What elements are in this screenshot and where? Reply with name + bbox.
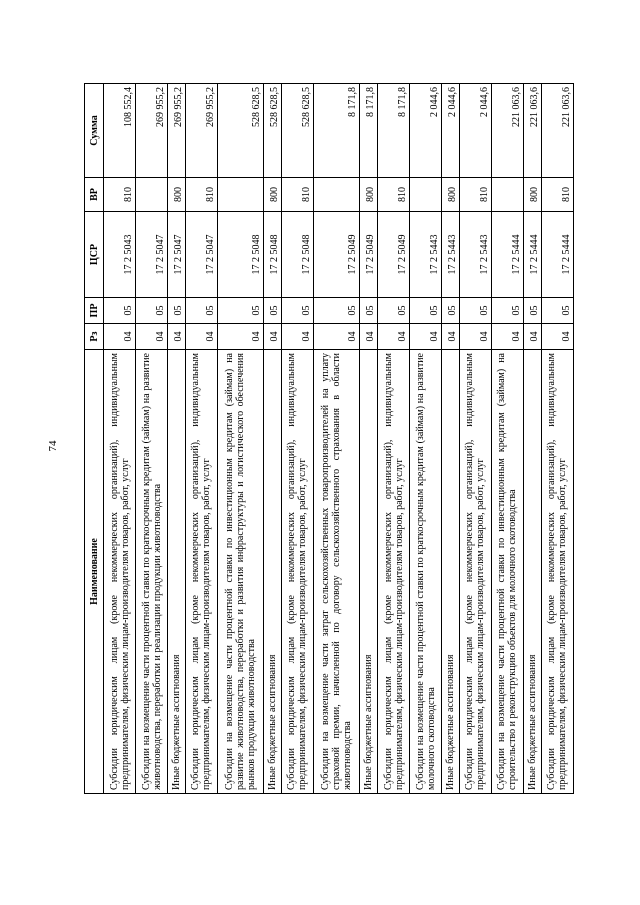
rotated-table-wrapper (84, 84, 574, 794)
table-row (491, 84, 523, 794)
cell-vr: 810 (104, 178, 136, 212)
cell-pr: 05 (217, 298, 263, 324)
table-row (136, 84, 168, 794)
cell-sum: 221 063,6 (541, 84, 573, 178)
table-row (541, 84, 573, 794)
cell-sum: 221 063,6 (524, 84, 542, 178)
cell-name: Иные бюджетные ассигнования (360, 350, 378, 794)
table-row (314, 84, 360, 794)
cell-vr (491, 178, 523, 212)
cell-pr: 05 (104, 298, 136, 324)
header-vr: ВР (85, 178, 104, 212)
cell-rz: 04 (410, 324, 442, 350)
cell-csr: 17 2 5049 (314, 212, 360, 298)
cell-csr: 17 2 5048 (217, 212, 263, 298)
cell-name: Субсидии юридическим лицам (кроме некоммерческих организаций), индивидуальным предпринимателям, физическим лицам-производителям товаров, работ, услуг (281, 350, 313, 794)
header-name: Наименование (85, 350, 104, 794)
cell-pr: 05 (185, 298, 217, 324)
cell-pr: 05 (281, 298, 313, 324)
cell-rz: 04 (360, 324, 378, 350)
cell-pr: 05 (442, 298, 460, 324)
cell-rz: 04 (168, 324, 186, 350)
cell-csr: 17 2 5443 (410, 212, 442, 298)
cell-name: Субсидии юридическим лицам (кроме некоммерческих организаций), индивидуальным предпринимателям, физическим лицам-производителям товаров, работ, услуг (459, 350, 491, 794)
cell-pr: 05 (491, 298, 523, 324)
cell-sum: 269 955,2 (168, 84, 186, 178)
cell-name: Иные бюджетные ассигнования (524, 350, 542, 794)
cell-csr: 17 2 5443 (459, 212, 491, 298)
table-row (104, 84, 136, 794)
cell-csr: 17 2 5048 (281, 212, 313, 298)
cell-name: Субсидии юридическим лицам (кроме некоммерческих организаций), индивидуальным предпринимателям, физическим лицам-производителям товаров, работ, услуг (378, 350, 410, 794)
cell-csr: 17 2 5444 (541, 212, 573, 298)
cell-sum: 221 063,6 (491, 84, 523, 178)
table-row (185, 84, 217, 794)
cell-sum: 2 044,6 (442, 84, 460, 178)
cell-rz: 04 (136, 324, 168, 350)
cell-pr: 05 (264, 298, 282, 324)
cell-pr: 05 (136, 298, 168, 324)
table-row (378, 84, 410, 794)
cell-pr: 05 (360, 298, 378, 324)
cell-sum: 2 044,6 (410, 84, 442, 178)
cell-sum: 528 628,5 (217, 84, 263, 178)
cell-vr: 800 (360, 178, 378, 212)
cell-sum: 528 628,5 (281, 84, 313, 178)
table-row (264, 84, 282, 794)
cell-rz: 04 (264, 324, 282, 350)
cell-csr: 17 2 5047 (185, 212, 217, 298)
table-row (459, 84, 491, 794)
cell-csr: 17 2 5047 (168, 212, 186, 298)
cell-rz: 04 (459, 324, 491, 350)
cell-vr: 810 (281, 178, 313, 212)
cell-name: Иные бюджетные ассигнования (264, 350, 282, 794)
header-csr: ЦСР (85, 212, 104, 298)
cell-vr: 800 (168, 178, 186, 212)
cell-pr: 05 (459, 298, 491, 324)
cell-sum: 269 955,2 (185, 84, 217, 178)
cell-name: Иные бюджетные ассигнования (442, 350, 460, 794)
cell-vr: 800 (442, 178, 460, 212)
cell-vr: 810 (378, 178, 410, 212)
header-pr: ПР (85, 298, 104, 324)
cell-csr: 17 2 5444 (524, 212, 542, 298)
cell-csr: 17 2 5444 (491, 212, 523, 298)
table-row (410, 84, 442, 794)
cell-sum: 8 171,8 (314, 84, 360, 178)
cell-pr: 05 (541, 298, 573, 324)
cell-sum: 8 171,8 (378, 84, 410, 178)
cell-sum: 8 171,8 (360, 84, 378, 178)
cell-sum: 528 628,5 (264, 84, 282, 178)
header-rz: Рз (85, 324, 104, 350)
cell-csr: 17 2 5049 (360, 212, 378, 298)
cell-name: Субсидии юридическим лицам (кроме некоммерческих организаций), индивидуальным предпринимателям, физическим лицам-производителям товаров, работ, услуг (185, 350, 217, 794)
cell-vr (136, 178, 168, 212)
cell-name: Субсидии юридическим лицам (кроме некоммерческих организаций), индивидуальным предпринимателям, физическим лицам-производителям товаров, работ, услуг (104, 350, 136, 794)
cell-vr: 800 (264, 178, 282, 212)
cell-csr: 17 2 5048 (264, 212, 282, 298)
cell-vr (217, 178, 263, 212)
cell-name: Субсидии на возмещение части процентной ставки по инвестиционным кредитам (займам) на развитие животноводства, переработки и развития инфраструктуры и логистического обеспечения рынков продукции животноводства (217, 350, 263, 794)
cell-rz: 04 (442, 324, 460, 350)
table-row (281, 84, 313, 794)
cell-rz: 04 (281, 324, 313, 350)
cell-pr: 05 (410, 298, 442, 324)
cell-pr: 05 (524, 298, 542, 324)
table-row (442, 84, 460, 794)
cell-sum: 2 044,6 (459, 84, 491, 178)
cell-rz: 04 (524, 324, 542, 350)
cell-rz: 04 (541, 324, 573, 350)
cell-sum: 108 552,4 (104, 84, 136, 178)
cell-vr: 810 (541, 178, 573, 212)
cell-rz: 04 (104, 324, 136, 350)
cell-name: Субсидии на возмещение части процентной ставки по инвестиционным кредитам (займам) на строительство и реконструкцию объектов для молочного скотоводства (491, 350, 523, 794)
cell-rz: 04 (491, 324, 523, 350)
cell-vr (410, 178, 442, 212)
cell-pr: 05 (314, 298, 360, 324)
cell-name: Иные бюджетные ассигнования (168, 350, 186, 794)
cell-vr: 810 (459, 178, 491, 212)
table-row (524, 84, 542, 794)
table-row (168, 84, 186, 794)
cell-pr: 05 (378, 298, 410, 324)
cell-csr: 17 2 5047 (136, 212, 168, 298)
cell-name: Субсидии на возмещение части процентной ставки по краткосрочным кредитам (займам) на развитие животноводства, переработки и реализации продукции животноводства (136, 350, 168, 794)
table-body (104, 84, 574, 794)
cell-csr: 17 2 5049 (378, 212, 410, 298)
table-header-row (85, 84, 104, 794)
table-row (360, 84, 378, 794)
cell-csr: 17 2 5043 (104, 212, 136, 298)
cell-rz: 04 (185, 324, 217, 350)
cell-vr: 810 (185, 178, 217, 212)
cell-rz: 04 (378, 324, 410, 350)
cell-name: Субсидии юридическим лицам (кроме некоммерческих организаций), индивидуальным предпринимателям, физическим лицам-производителям товаров, работ, услуг (541, 350, 573, 794)
header-sum: Сумма (85, 84, 104, 178)
cell-vr (314, 178, 360, 212)
cell-csr: 17 2 5443 (442, 212, 460, 298)
cell-sum: 269 955,2 (136, 84, 168, 178)
page-number: 74 (47, 440, 59, 452)
cell-name: Субсидии на возмещение части затрат сельскохозяйственных товаропроизводителей на уплату страховой премии, начисленной по договору сельскохозяйственного страхования в области животноводства (314, 350, 360, 794)
cell-name: Субсидии на возмещение части процентной ставки по краткосрочным кредитам (займам) на развитие молочного скотоводства (410, 350, 442, 794)
cell-pr: 05 (168, 298, 186, 324)
budget-table (84, 83, 574, 794)
cell-rz: 04 (314, 324, 360, 350)
cell-rz: 04 (217, 324, 263, 350)
cell-vr: 800 (524, 178, 542, 212)
table-row (217, 84, 263, 794)
